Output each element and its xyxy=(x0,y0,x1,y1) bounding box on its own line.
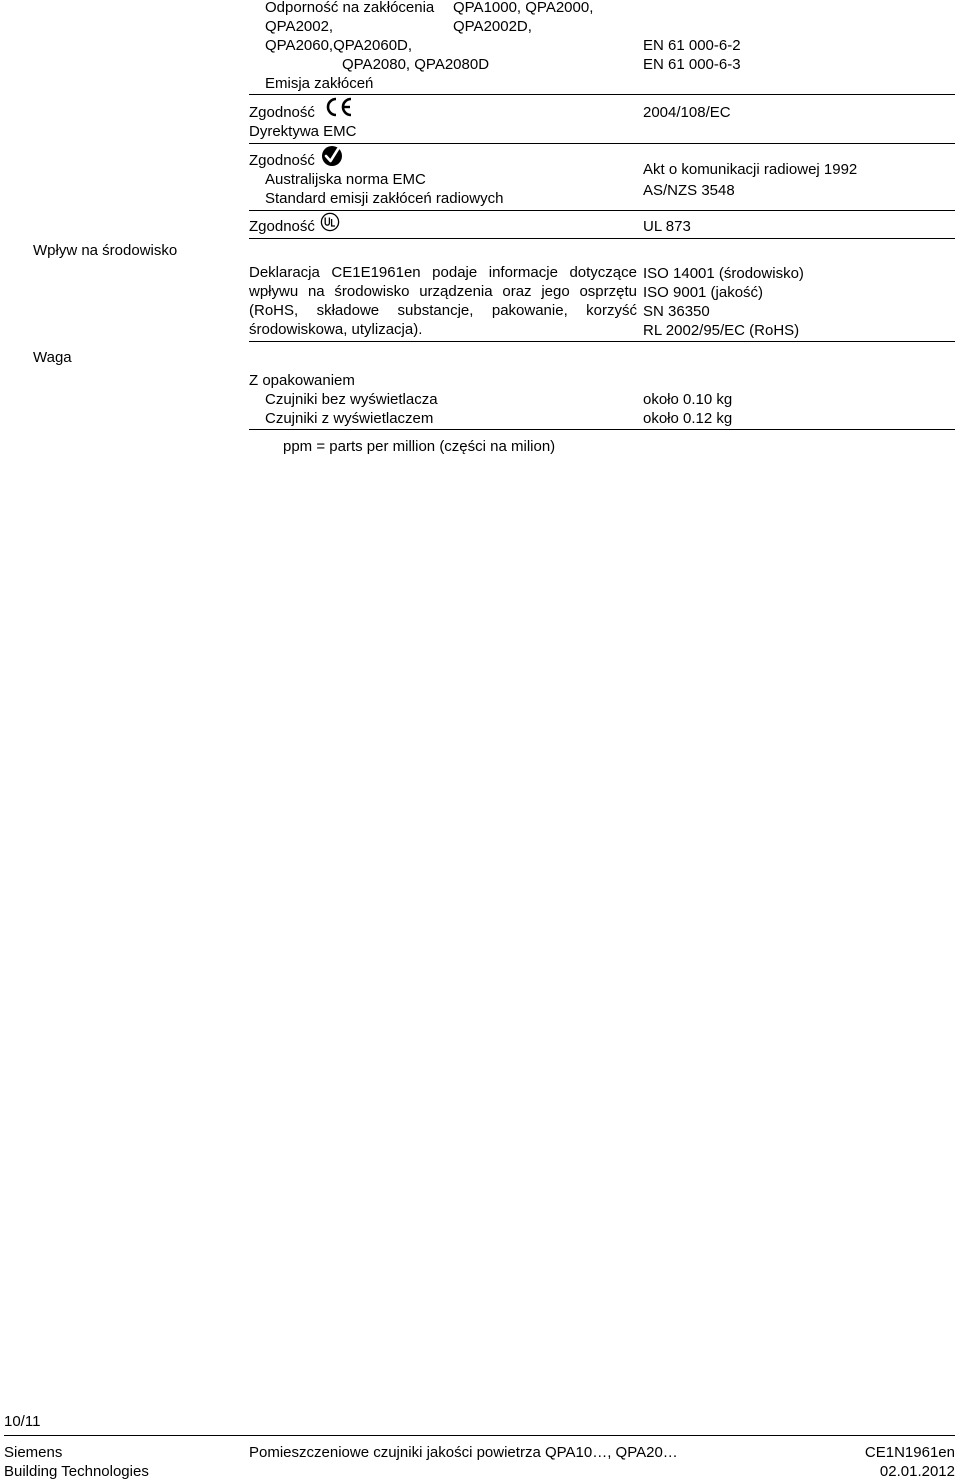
std-emission: EN 61 000-6-3 xyxy=(643,56,741,73)
ce-subtitle: Dyrektywa EMC xyxy=(249,123,357,140)
ul-mark-icon xyxy=(320,212,340,232)
weight-with-packaging: Z opakowaniem xyxy=(249,372,355,389)
ce-value: 2004/108/EC xyxy=(643,104,731,121)
models-line-4: QPA2080, QPA2080D xyxy=(342,56,490,73)
environment-section-label: Wpływ na środowisko xyxy=(33,242,178,259)
ce-conformity-label: Zgodność xyxy=(249,104,315,121)
environment-std-1: ISO 14001 (środowisko) xyxy=(643,265,804,282)
divider xyxy=(249,238,955,239)
divider xyxy=(249,210,955,211)
footer-document-title: Pomieszczeniowe czujniki jakości powietrza QPA10…, QPA20… xyxy=(249,1444,678,1461)
environment-std-3: SN 36350 xyxy=(643,303,710,320)
ce-mark-icon xyxy=(324,96,354,118)
ul-value: UL 873 xyxy=(643,218,691,235)
std-immunity: EN 61 000-6-2 xyxy=(643,37,741,54)
models-line-1: QPA1000, QPA2000, xyxy=(453,0,594,16)
footer-divider xyxy=(4,1435,955,1436)
ctick-value-1: Akt o komunikacji radiowej 1992 xyxy=(643,161,858,178)
environment-std-2: ISO 9001 (jakość) xyxy=(643,284,764,301)
weight-section-label: Waga xyxy=(33,349,72,366)
ctick-subtitle-2: Standard emisji zakłóceń radiowych xyxy=(265,190,504,207)
immunity-label: Odporność na zakłócenia xyxy=(265,0,435,16)
models-line-2a: QPA2002, xyxy=(265,18,334,35)
c-tick-icon xyxy=(321,145,343,167)
footer-division: Building Technologies xyxy=(4,1463,149,1480)
weight-with-display-label: Czujniki z wyświetlaczem xyxy=(265,410,434,427)
divider xyxy=(249,341,955,342)
models-line-3: QPA2060,QPA2060D, xyxy=(265,37,413,54)
page-number: 10/11 xyxy=(4,1413,41,1430)
divider xyxy=(249,429,955,430)
divider xyxy=(249,94,955,95)
environment-std-4: RL 2002/95/EC (RoHS) xyxy=(643,322,800,339)
environment-declaration-text: Deklaracja CE1E1961en podaje informacje dotyczące wpływu na środowisko urządzenia oraz jego osprzętu (RoHS, składowe substancje, pakowanie, korzyść środowiskowa, utylizacja). xyxy=(249,264,637,338)
divider xyxy=(249,143,955,144)
footnote: ppm = parts per million (części na milion) xyxy=(283,438,556,455)
emission-label: Emisja zakłóceń xyxy=(265,75,374,92)
models-line-2b: QPA2002D, xyxy=(453,18,532,35)
ctick-conformity-label: Zgodność xyxy=(249,152,315,169)
weight-without-display-label: Czujniki bez wyświetlacza xyxy=(265,391,438,408)
ul-conformity-label: Zgodność xyxy=(249,218,315,235)
footer-date: 02.01.2012 xyxy=(879,1463,955,1480)
weight-with-display-value: około 0.12 kg xyxy=(643,410,733,427)
ctick-subtitle-1: Australijska norma EMC xyxy=(265,171,426,188)
weight-without-display-value: około 0.10 kg xyxy=(643,391,733,408)
ctick-value-2: AS/NZS 3548 xyxy=(643,182,735,199)
footer-company: Siemens xyxy=(4,1444,63,1461)
footer-document-id: CE1N1961en xyxy=(864,1444,955,1461)
